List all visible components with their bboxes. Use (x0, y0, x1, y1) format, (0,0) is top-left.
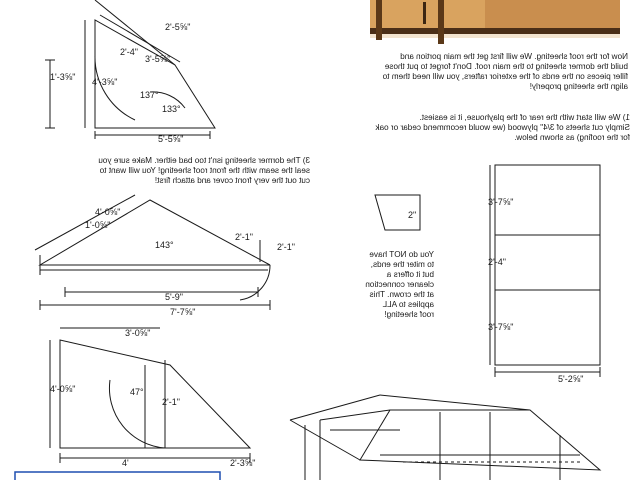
dim-1-0: 1'-0⅝" (85, 220, 111, 230)
angle-47: 47° (130, 387, 144, 397)
dim-5-5: 5'-5⅝" (158, 134, 184, 144)
dim-5-2: 5'-2⅝" (558, 374, 584, 384)
angle-137: 137° (140, 90, 159, 100)
dim-4-3: 4'-3⅝" (92, 77, 118, 87)
dim-1-3: 1'-3⅝" (50, 72, 76, 82)
dim-3-7-top: 3'-7⅝" (488, 197, 514, 207)
playhouse-render (370, 0, 620, 44)
dormer-trapezoid-piece (50, 328, 250, 463)
dim-2-1b: 2'-1" (162, 397, 180, 407)
angle-133: 133° (162, 104, 181, 114)
angle-143: 143° (155, 240, 174, 250)
dim-2-wedge: 2" (408, 210, 417, 220)
roof-sheeting-intro: Now for the roof sheeting. We will first get the main portion and build the dormer sheeting to the main roof. Don't forget to put those filler pieces on the ends of the exterior rafters, you will need them to align the sheeting properly! (382, 52, 628, 91)
dim-3-5: 3'-5⅝" (145, 54, 171, 64)
dim-2-4: 2'-4" (120, 47, 138, 57)
dim-3-7-bot: 3'-7⅝" (488, 322, 514, 332)
step-1-text: 1) We will start with the rear of the playhouse, it is easiest. Simply cut sheets of 3/4" plywood (we would recommend cedar or oak for the roofing) as shown below. (375, 113, 630, 142)
dormer-front-piece (35, 195, 270, 310)
step-3-text: 3) The dormer sheeting isn't too bad either. Make sure you seal the seam with the front roof sheeting! You will want to cut out the very front cover and attach first! (98, 156, 310, 185)
miter-wedge (375, 195, 420, 230)
dim-2-4-right: 2'-4" (488, 257, 506, 267)
roof-frame-isometric (290, 395, 600, 480)
bottom-label-box (15, 472, 220, 480)
dim-5-9: 5'-9" (165, 292, 183, 302)
dim-2-3: 2'-3⅝" (230, 458, 256, 468)
dim-2-6: 2'-5⅝" (165, 22, 191, 32)
dim-4-0: 4'-0⅝" (95, 207, 121, 217)
dim-4-0b: 4'-0⅝" (50, 384, 76, 394)
dim-3-top: 2'-1" (235, 232, 253, 242)
dim-3-0: 3'-0⅝" (125, 328, 151, 338)
dormer-side-piece (45, 0, 215, 139)
dim-4: 4' (122, 458, 129, 468)
dim-2-1: 2'-1" (277, 242, 295, 252)
miter-note: You do NOT have to miter the ends, but it offers a cleaner connection at the crown. This applies to ALL roof sheeting! (365, 250, 434, 319)
dim-7-7: 7'-7⅝" (170, 307, 196, 317)
